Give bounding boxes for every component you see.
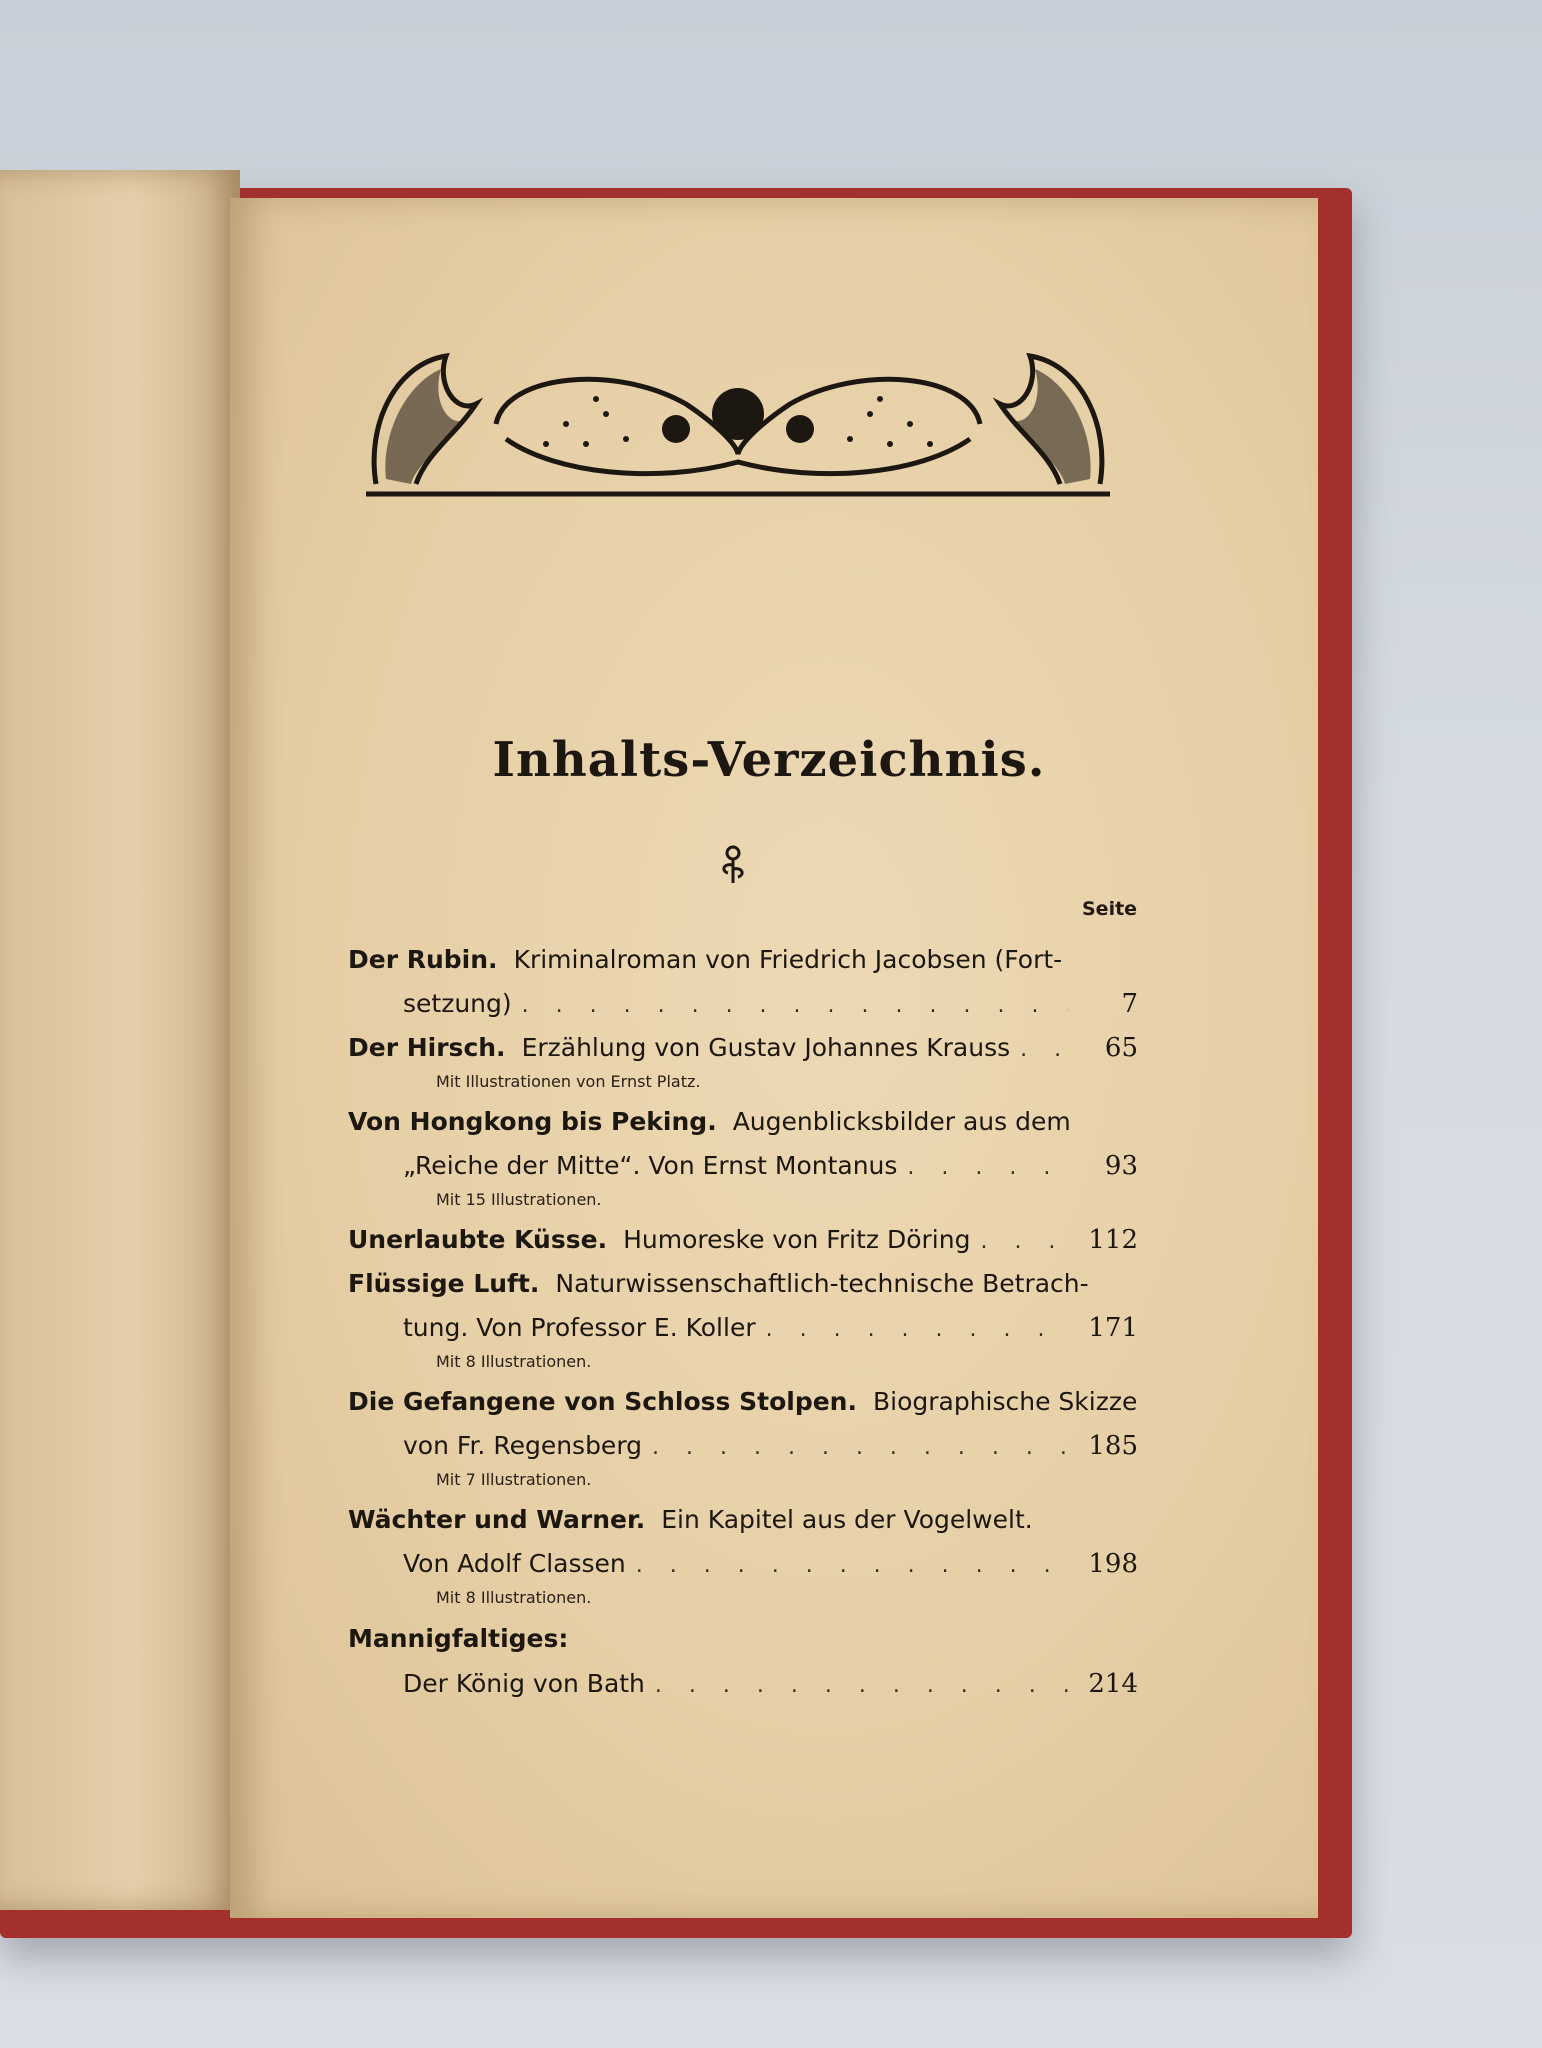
page-number: 214 [1088,1669,1138,1699]
toc-entry [348,938,1138,1026]
entry-description: Naturwissenschaftlich-technische Betrach- [555,1269,1089,1298]
illustrations-note: Mit Illustrationen von Ernst Platz. [436,1072,701,1091]
fleuron-icon [718,843,748,885]
toc-entry [348,1262,1138,1380]
entry-description: Humoreske von Fritz Döring [623,1225,971,1254]
entry-title: Wächter und Warner. [348,1505,646,1534]
entry-description: Biographische Skizze [872,1387,1138,1416]
page-title: Inhalts-Verzeichnis. [492,732,1046,788]
entry-description-cont: „Reiche der Mitte“. Von Ernst Montanus [403,1151,898,1180]
column-header-page: Seite [1082,898,1138,920]
leader-dots [980,1220,1068,1264]
page-number: 171 [1088,1313,1138,1343]
entry-description-cont: setzung) [403,989,512,1018]
toc-section [348,1616,1138,1706]
toc-entry [348,1380,1138,1498]
page-number: 112 [1088,1225,1138,1255]
leader-dots [655,1664,1068,1708]
table-of-contents [348,938,1138,1706]
illustrations-note: Mit 8 Illustrationen. [436,1588,592,1607]
entry-title: Flüssige Luft. [348,1269,540,1298]
entry-title: Die Gefangene von Schloss Stolpen. [348,1387,857,1416]
page-number: 198 [1088,1549,1138,1579]
entry-title: Unerlaubte Küsse. [348,1225,608,1254]
page-number: 7 [1121,989,1138,1019]
leader-dots [652,1426,1068,1470]
illustrations-note: Mit 8 Illustrationen. [436,1352,592,1371]
entry-description-cont: von Fr. Regensberg [403,1431,643,1460]
leader-dots [766,1308,1068,1352]
entry-title: Der Hirsch. [348,1033,506,1062]
illustrations-note: Mit 7 Illustrationen. [436,1470,592,1489]
toc-entry [348,1498,1138,1616]
leader-dots [907,1146,1068,1190]
page-number: 65 [1104,1033,1138,1063]
entry-description: Ein Kapitel aus der Vogelwelt. [661,1505,1033,1534]
leader-dots [636,1544,1068,1588]
entry-title: Von Hongkong bis Peking. [348,1107,717,1136]
left-page [0,170,240,1910]
page-number: 185 [1088,1431,1138,1461]
ornament-vignette [356,344,1120,504]
page-number: 93 [1104,1151,1138,1181]
toc-entry [348,1026,1138,1100]
leader-dots [1020,1028,1068,1072]
toc-entry [348,1218,1138,1262]
entry-description: Erzählung von Gustav Johannes Krauss [521,1033,1011,1062]
entry-description-cont: Von Adolf Classen [403,1549,626,1578]
toc-entry [348,1100,1138,1218]
entry-title: Der Rubin. [348,945,498,974]
illustrations-note: Mit 15 Illustrationen. [436,1190,602,1209]
section-item: Der König von Bath [403,1669,645,1698]
leader-dots [522,984,1068,1028]
entry-description: Augenblicksbilder aus dem [732,1107,1071,1136]
entry-description-cont: tung. Von Professor E. Koller [403,1313,756,1342]
entry-description: Kriminalroman von Friedrich Jacobsen (Fort- [513,945,1063,974]
section-title: Mannigfaltiges: [348,1624,569,1653]
